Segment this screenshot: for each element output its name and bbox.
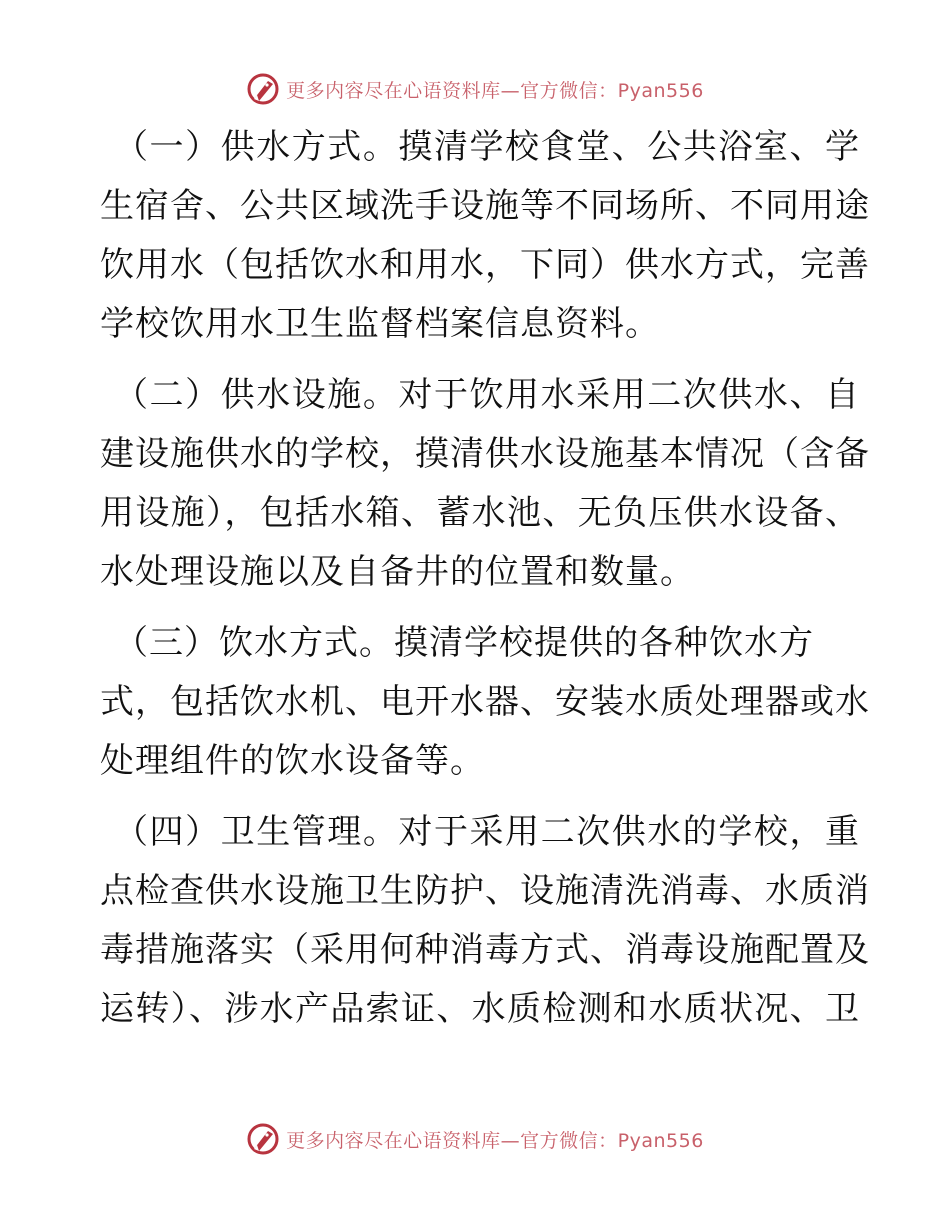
text-line: 水处理设施以及自备井的位置和数量。 (100, 552, 695, 592)
text-line: 建设施供水的学校，摸清供水设施基本情况（含备 (100, 434, 870, 474)
text-line: （一）供水方式。摸清学校食堂、公共浴室、学 (114, 127, 860, 167)
document-body (100, 118, 870, 1051)
footer-banner (0, 1122, 950, 1156)
pen-nib-logo-icon (246, 1122, 280, 1156)
footer-banner-text: 更多内容尽在心语资料库—官方微信：Pyan556 (286, 1129, 704, 1152)
text-line: （二）供水设施。对于饮用水采用二次供水、自 (114, 375, 860, 415)
pen-nib-logo-icon (246, 72, 280, 106)
paragraph-drinking-method (100, 614, 870, 791)
text-line: 处理组件的饮水设备等。 (100, 741, 485, 781)
paragraph-water-supply-facilities (100, 366, 870, 602)
header-banner (0, 72, 950, 106)
text-line: 点检查供水设施卫生防护、设施清洗消毒、水质消 (100, 871, 870, 911)
text-line: 毒措施落实（采用何种消毒方式、消毒设施配置及 (100, 930, 870, 970)
text-line: 运转）、涉水产品索证、水质检测和水质状况、卫 (100, 989, 860, 1029)
paragraph-hygiene-management (100, 803, 870, 1039)
text-line: 学校饮用水卫生监督档案信息资料。 (100, 304, 660, 344)
text-line: 生宿舍、公共区域洗手设施等不同场所、不同用途 (100, 186, 870, 226)
text-line: 式，包括饮水机、电开水器、安装水质处理器或水 (100, 682, 870, 722)
text-line: （三）饮水方式。摸清学校提供的各种饮水方 (114, 623, 814, 663)
header-banner-text: 更多内容尽在心语资料库—官方微信：Pyan556 (286, 79, 704, 102)
paragraph-water-supply-method (100, 118, 870, 354)
text-line: （四）卫生管理。对于采用二次供水的学校，重 (114, 812, 860, 852)
text-line: 用设施），包括水箱、蓄水池、无负压供水设备、 (100, 493, 860, 533)
text-line: 饮用水（包括饮水和用水，下同）供水方式，完善 (100, 245, 870, 285)
